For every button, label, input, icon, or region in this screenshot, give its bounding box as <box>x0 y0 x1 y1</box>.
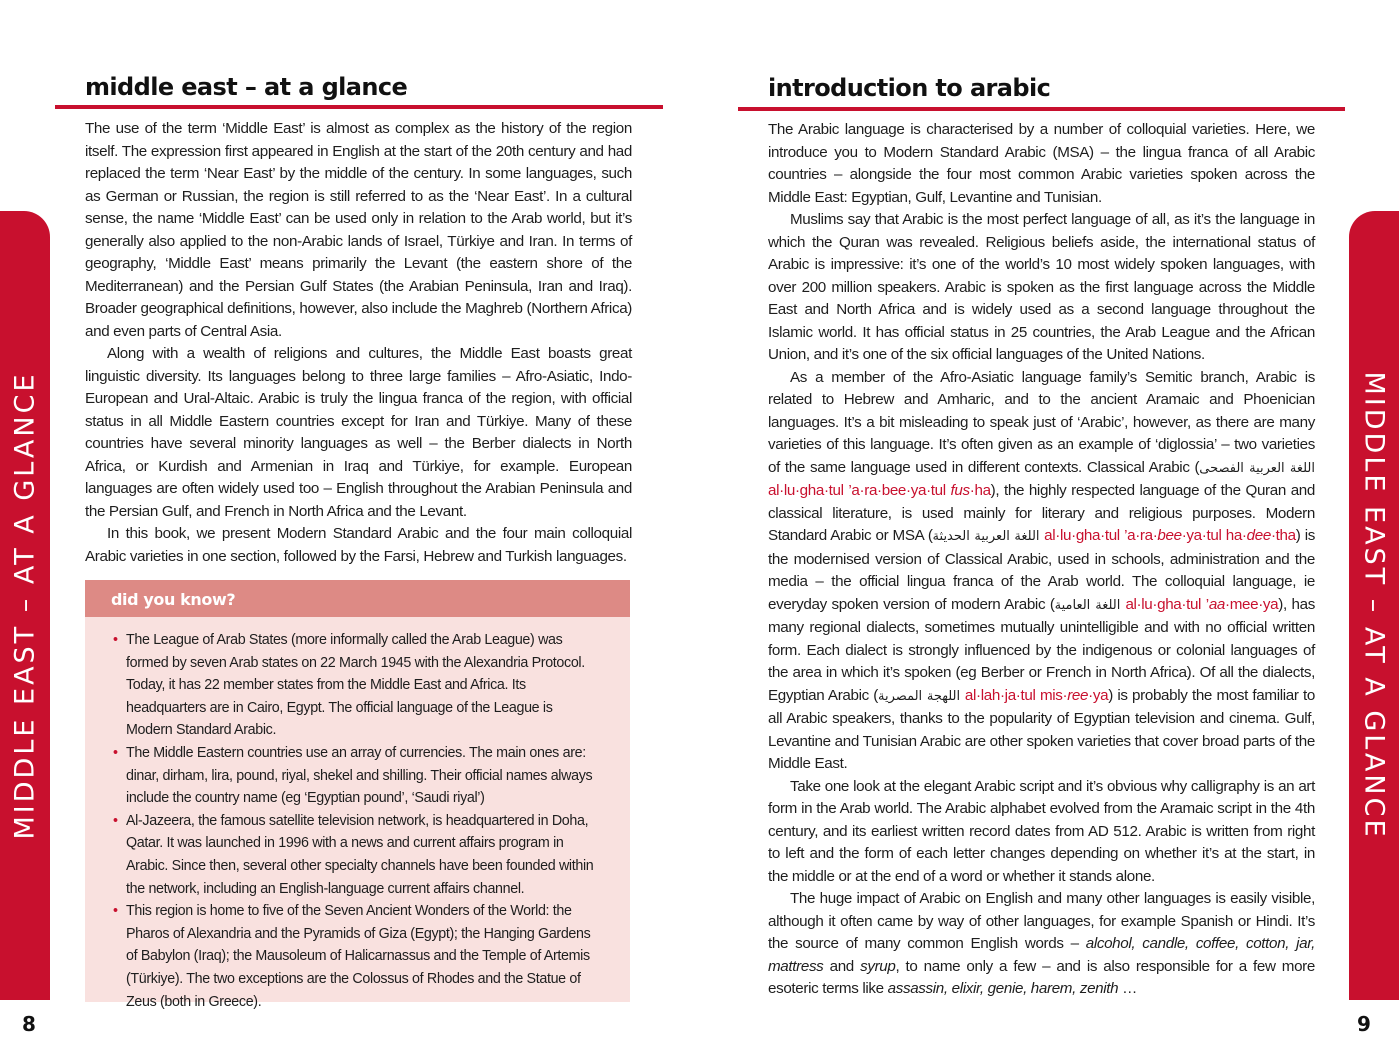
arabic-script: اللغة العربية الحديثة <box>932 529 1040 544</box>
text-run: al·lu·gha·tul ’ <box>1125 595 1209 613</box>
bullet-icon: • <box>113 812 118 829</box>
transliteration <box>768 482 991 499</box>
bullet-icon: • <box>113 744 118 761</box>
arabic-script: اللغة العربية الفصحى <box>1199 460 1315 476</box>
loanword-list: assassin, elixir, genie, harem, zenith <box>887 980 1119 997</box>
loanword-list: alcohol, candle, coffee, cotton, jar, mattress <box>768 935 1315 975</box>
paragraph: Muslims say that Arabic is the most perfect language of all, as it’s the language in which the Quran was revealed. Religious beliefs aside, the international status of Arabic is impressive: it’s one of the world’s 10 most widely spoken languages, with over 200 million speakers. Arabic is spoken as the first language across the Middle East and North Africa and is widely used as a second language throughout the Islamic world. It has official status in 25 countries, the Arab League and the African Union, and it’s one of the six official languages of the United Nations. <box>768 211 1315 363</box>
stressed-syllable: fus <box>950 482 970 499</box>
side-tab-left <box>0 211 50 1000</box>
left-body-text <box>85 118 632 568</box>
arabic-script: اللغة العامية <box>1054 597 1121 613</box>
right-page <box>700 0 1400 1054</box>
text-run: The huge impact of Arabic on English and many other languages is easily visible, although it often came by way of other languages, for example Spanish or Hindi. It’s the source of many common English words – <box>768 890 1315 952</box>
text-run: … <box>1118 980 1137 997</box>
text-run: ·ya <box>1088 686 1109 704</box>
list-item <box>113 810 601 900</box>
paragraph: Along with a wealth of religions and cultures, the Middle East boasts great linguistic diversity. Its languages belong to three large families – Afro-Asiatic, Indo-European and Ural-Altaic. Arabic is truly the lingua franca of the region, with official status in all Middle Eastern countries except for Iran and Türkiye. Many of these countries have several minority languages as well – the Berber dialects in North Africa, or Kurdish and Armenian in Iraq and Türkiye, for example. European languages are often widely used too – English throughout the Arabian Peninsula and the Persian Gulf, and French in North Africa and the Levant. <box>85 345 632 520</box>
paragraph: Take one look at the elegant Arabic script and it’s obvious why calligraphy is an art form in the Arab world. The Arabic alphabet evolved from the Aramaic script in the 4th century, and its earliest written record dates from AD 512. Arabic is written from right to left and the form of each letter changes depending on whether it’s at the start, in the middle or at the end of a word or whether it stands alone. <box>768 777 1315 885</box>
list-item <box>113 742 601 810</box>
loanword-list: syrup <box>860 957 896 975</box>
text-run: and <box>823 957 861 975</box>
text-run: ) is the modernised version of Classical Arabic, used in schools, administration and the media – the official lingua franca of the Arab world. The colloquial language, ie everyday spoken version of modern Arabic ( <box>768 527 1315 613</box>
page-number-left: 8 <box>22 1012 36 1036</box>
did-you-know-title: did you know? <box>85 580 630 617</box>
transliteration <box>965 687 1108 704</box>
bullet-icon: • <box>113 632 118 648</box>
text-run: ), has many regional dialects, sometimes mutually unintelligible and with no official written form. Each dialect is strongly influenced by the indigenous or colonial languages of the area in which it’s spoken (eg Berber or French in North Africa). Of all the dialects, Egyptian Arabic ( <box>768 595 1315 704</box>
did-you-know-box <box>85 580 630 1010</box>
heading-rule <box>738 107 1345 111</box>
side-tab-right <box>1349 211 1399 1000</box>
text-run: ), the highly respected language of the Quran and classical literature, is used mainly for literary and religious purposes. Modern Standard Arabic or MSA ( <box>768 482 1315 544</box>
text-run: ·tha <box>1270 527 1296 544</box>
stressed-syllable: bee <box>1157 527 1182 544</box>
paragraph-loanwords <box>768 888 1315 1001</box>
list-item-text: This region is home to five of the Seven Ancient Wonders of the World: the Pharos of Alexandria and the Pyramids of Giza (Egypt); the Hanging Gardens of Babylon (Iraq); the Mausoleum of Halicarnassus and the Temple of Artemis (Türkiye). The two exceptions are the Colossus of Rhodes and the Statue of Zeus (both in Greece). <box>126 903 591 1010</box>
text-run: As a member of the Afro-Asiatic language family’s Semitic branch, Arabic is related to Hebrew and Amharic, and to the ancient Aramaic and Phoenician languages. It’s a bit misleading to speak just of ‘Arabic’, however, as there are many varieties of this language. It’s often given as an example of ‘diglossia’ – two varieties of the same language used in different contexts. Classical Arabic ( <box>768 368 1315 476</box>
left-page-heading: middle east – at a glance <box>85 73 408 101</box>
right-body-text <box>768 119 1315 1001</box>
paragraph: The use of the term ‘Middle East’ is almost as complex as the history of the region itself. The expression first appeared in English at the start of the 20th century and had replaced the term ‘Near East’ by the middle of the century. In some languages, such as German or Russian, the region is still referred to as the ‘Near East’. In a cultural sense, the name ‘Middle East’ can be used only in relation to the Arab world, but it’s generally also applied to the non-Arabic lands of Israel, Türkiye and Iran. In terms of geography, ‘Middle East’ means primarily the Levant (the eastern shore of the Mediterranean) and the Persian Gulf States (the Arabian Peninsula, Iran and Iraq). Broader geographical definitions, however, also include the Maghreb (Northern Africa) and even parts of Central Asia. <box>85 120 632 340</box>
paragraph: The Arabic language is characterised by a number of colloquial varieties. Here, we introduce you to Modern Standard Arabic (MSA) – the lingua franca of all Arabic countries – alongside the four most common Arabic varieties spoken across the Middle East: Egyptian, Gulf, Levantine and Tunisian. <box>768 121 1315 206</box>
heading-rule <box>55 105 663 109</box>
page-number-right: 9 <box>1357 1012 1371 1036</box>
text-run: al·lu·gha·tul ’a·ra·bee·ya·tul <box>768 482 951 499</box>
bullet-icon: • <box>113 903 118 920</box>
transliteration <box>1044 527 1296 544</box>
did-you-know-list <box>113 629 601 1013</box>
transliteration <box>1125 596 1278 613</box>
stressed-syllable: dee <box>1246 527 1271 544</box>
arabic-script: اللهجة المصرية <box>878 688 961 704</box>
text-run: ·ya·tul ha· <box>1181 527 1247 544</box>
paragraph: In this book, we present Modern Standard Arabic and the four main colloquial Arabic varieties in one section, followed by the Farsi, Hebrew and Turkish languages. <box>85 525 632 565</box>
right-page-heading: introduction to arabic <box>768 74 1051 102</box>
list-item-text: The League of Arab States (more informally called the Arab League) was formed by seven Arab states on 22 March 1945 with the Alexandria Protocol. Today, it has 22 member states from the Middle East and Africa. Its headquarters are in Cairo, Egypt. The official language of the League is Modern Standard Arabic. <box>126 632 585 739</box>
list-item <box>113 900 601 1013</box>
text-run: , to name only a few – and is also responsible for a few more esoteric terms like <box>768 957 1315 997</box>
text-run: ) is probably the most familiar to all Arabic speakers, thanks to the popularity of Egyptian television and cinema. Gulf, Levantine and Tunisian Arabic are other spoken varieties that cover broad parts of the Middle East. <box>768 686 1315 772</box>
side-tab-label: MIDDLE EAST – AT A GLANCE <box>1358 371 1390 840</box>
text-run: al·lu·gha·tul ’a·ra· <box>1044 527 1158 544</box>
list-item-text: The Middle Eastern countries use an array of currencies. The main ones are: dinar, dirham, lira, pound, riyal, shekel and shilling. Their official names always include the country name (eg ‘Egyptian pound’, ‘Saudi riyal’) <box>126 744 593 807</box>
side-tab-label: MIDDLE EAST – AT A GLANCE <box>9 371 41 840</box>
stressed-syllable: ree <box>1067 686 1089 704</box>
list-item <box>113 629 601 742</box>
list-item-text: Al-Jazeera, the famous satellite television network, is headquartered in Doha, Qatar. It was launched in 1996 with a news and current affairs program in Arabic. Since then, several other specialty channels have been founded within the network, including an English-language current affairs channel. <box>126 812 594 897</box>
stressed-syllable: aa <box>1208 595 1226 613</box>
text-run: ·mee·ya <box>1225 595 1279 613</box>
text-run: al·lah·ja·tul mis· <box>964 686 1068 704</box>
text-run: ·ha <box>969 482 991 499</box>
paragraph-arabic-varieties <box>768 367 1315 776</box>
